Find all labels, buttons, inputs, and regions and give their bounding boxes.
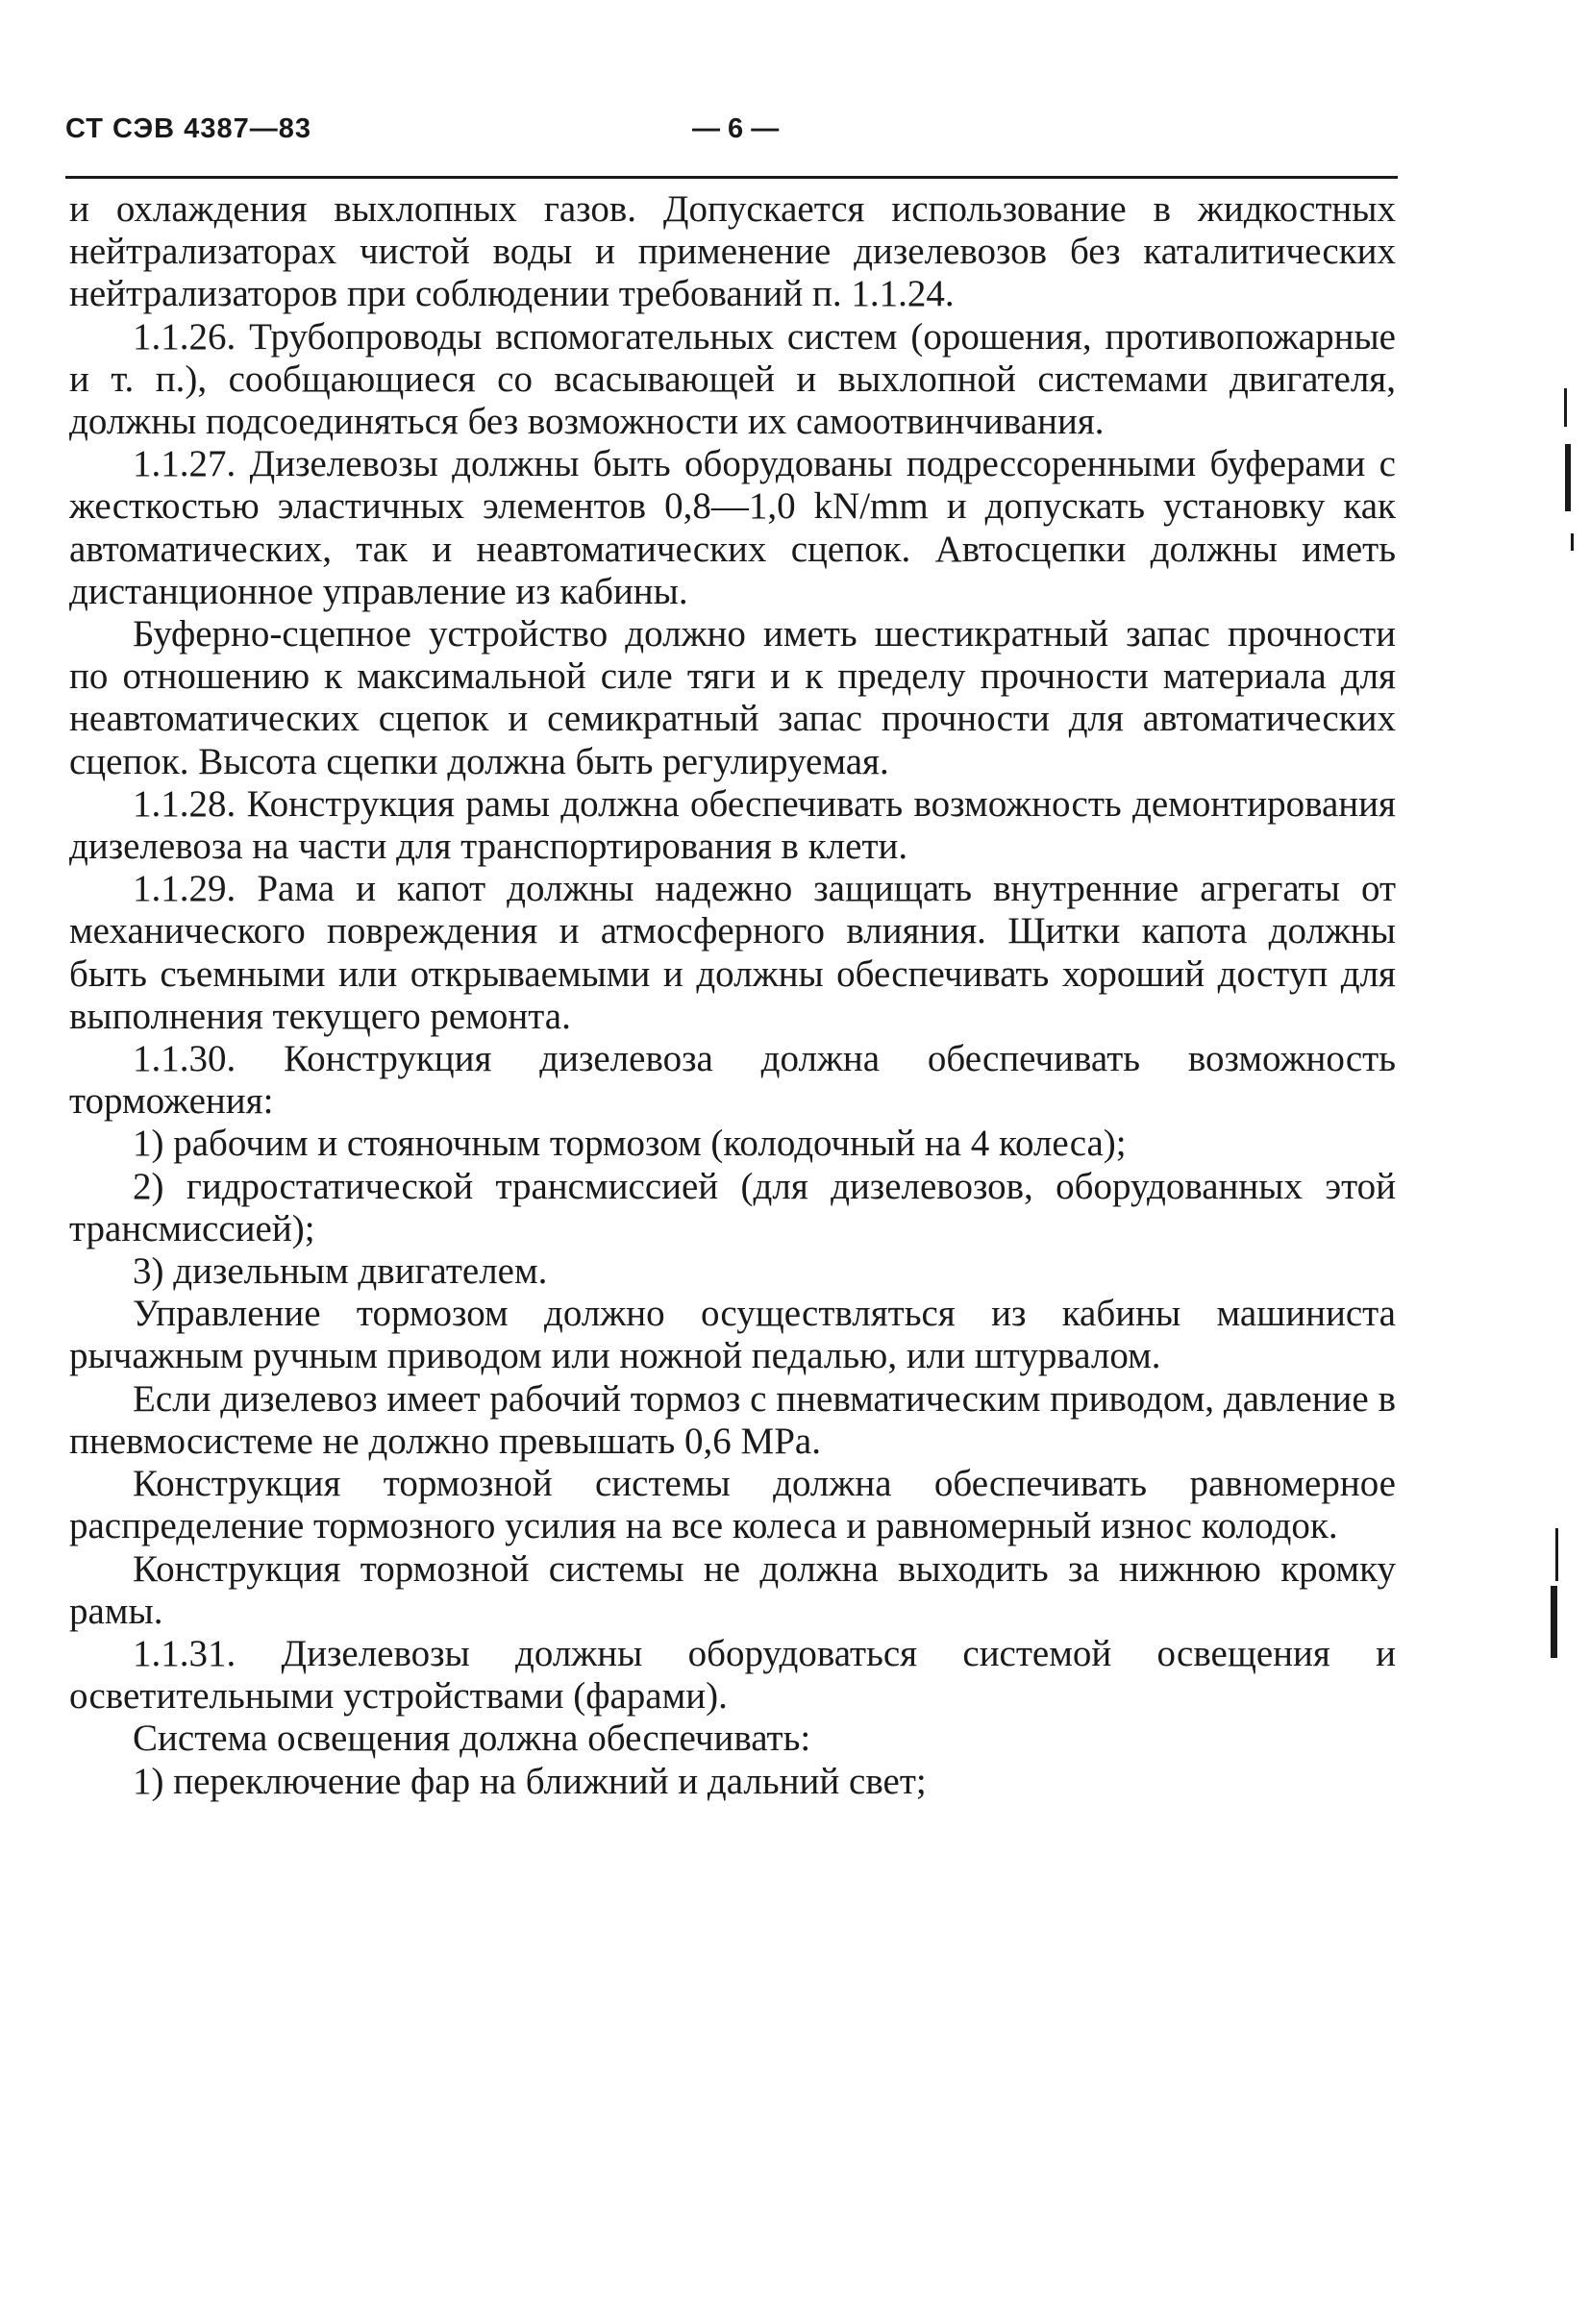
- paragraph-brake-frame-edge: Конструкция тормозной системы не должна выходить за нижнюю кромку рамы.: [69, 1547, 1396, 1632]
- paragraph-1-1-28: 1.1.28. Конструкция рамы должна обеспечивать возможность демонтирования дизелевоза на части для транспортирования в клети.: [69, 782, 1396, 868]
- list-item-brake-1: 1) рабочим и стояночным тормозом (колодочный на 4 колеса);: [133, 1123, 1127, 1165]
- page-header: [65, 113, 1398, 171]
- paragraph-1-1-30: 1.1.30. Конструкция дизелевоза должна обеспечивать возможность торможения:: [69, 1038, 1396, 1123]
- list-item-brake-2: 2) гидростатической трансмиссией (для дизелевозов, оборудованных этой трансмиссией);: [69, 1165, 1396, 1249]
- paragraph-pneumatic-brake: Если дизелевоз имеет рабочий тормоз с пневматическим приводом, давление в пневмосистеме не должно превышать 0,6 MPa.: [69, 1377, 1396, 1462]
- scan-mark: [1551, 1586, 1557, 1658]
- paragraph-1-1-31: 1.1.31. Дизелевозы должны оборудоваться системой освещения и осветительными устройствами (фарами).: [69, 1632, 1396, 1718]
- header-rule: [65, 176, 1398, 179]
- paragraph-brake-design: Конструкция тормозной системы должна обеспечивать равномерное распределение тормозного усилия на все колеса и равномерный износ колодок.: [69, 1463, 1396, 1547]
- document-body: [69, 188, 1396, 1803]
- paragraph-continuation: и охлаждения выхлопных газов. Допускается использование в жидкостных нейтрализаторах чистой воды и применение дизелевозов без каталитических нейтрализаторов при соблюдении требований п. 1.1.24.: [69, 188, 1396, 315]
- paragraph-1-1-26: 1.1.26. Трубопроводы вспомогательных систем (орошения, противопожарные и т. п.), сообщающиеся со всасывающей и выхлопной системами двигателя, должны подсоединяться без возможности их самоотвинчивания.: [69, 315, 1396, 443]
- page-number: — 6 —: [692, 113, 780, 144]
- document-code: СТ СЭВ 4387—83: [65, 113, 311, 144]
- scan-mark: [1555, 1528, 1558, 1581]
- list-item-brake-3: 3) дизельным двигателем.: [133, 1250, 548, 1293]
- paragraph-1-1-29: 1.1.29. Рама и капот должны надежно защищать внутренние агрегаты от механического повреждения и атмосферного влияния. Щитки капота должны быть съемными или открываемыми и должны обеспечивать хороший доступ для выполнения текущего ремонта.: [69, 868, 1396, 1037]
- list-item-lighting-1: 1) переключение фар на ближний и дальний свет;: [133, 1760, 927, 1802]
- paragraph-1-1-27: 1.1.27. Дизелевозы должны быть оборудованы подрессоренными буферами с жесткостью эластичных элементов 0,8—1,0 kN/mm и допускать установку как автоматических, так и неавтоматических сцепок. Автосцепки должны иметь дистанционное управление из кабины.: [69, 443, 1396, 612]
- scan-mark: [1565, 444, 1571, 511]
- paragraph-buffer-coupling: Буферно-сцепное устройство должно иметь шестикратный запас прочности по отношению к максимальной силе тяги и к пределу прочности материала для неавтоматических сцепок и семикратный запас прочности для автоматических сцепок. Высота сцепки должна быть регулируемая.: [69, 613, 1396, 782]
- scan-mark: [1571, 533, 1574, 551]
- paragraph-brake-control: Управление тормозом должно осуществляться из кабины машиниста рычажным ручным приводом или ножной педалью, или штурвалом.: [69, 1293, 1396, 1377]
- paragraph-lighting-system: Система освещения должна обеспечивать:: [133, 1718, 811, 1760]
- scan-mark: [1564, 388, 1567, 427]
